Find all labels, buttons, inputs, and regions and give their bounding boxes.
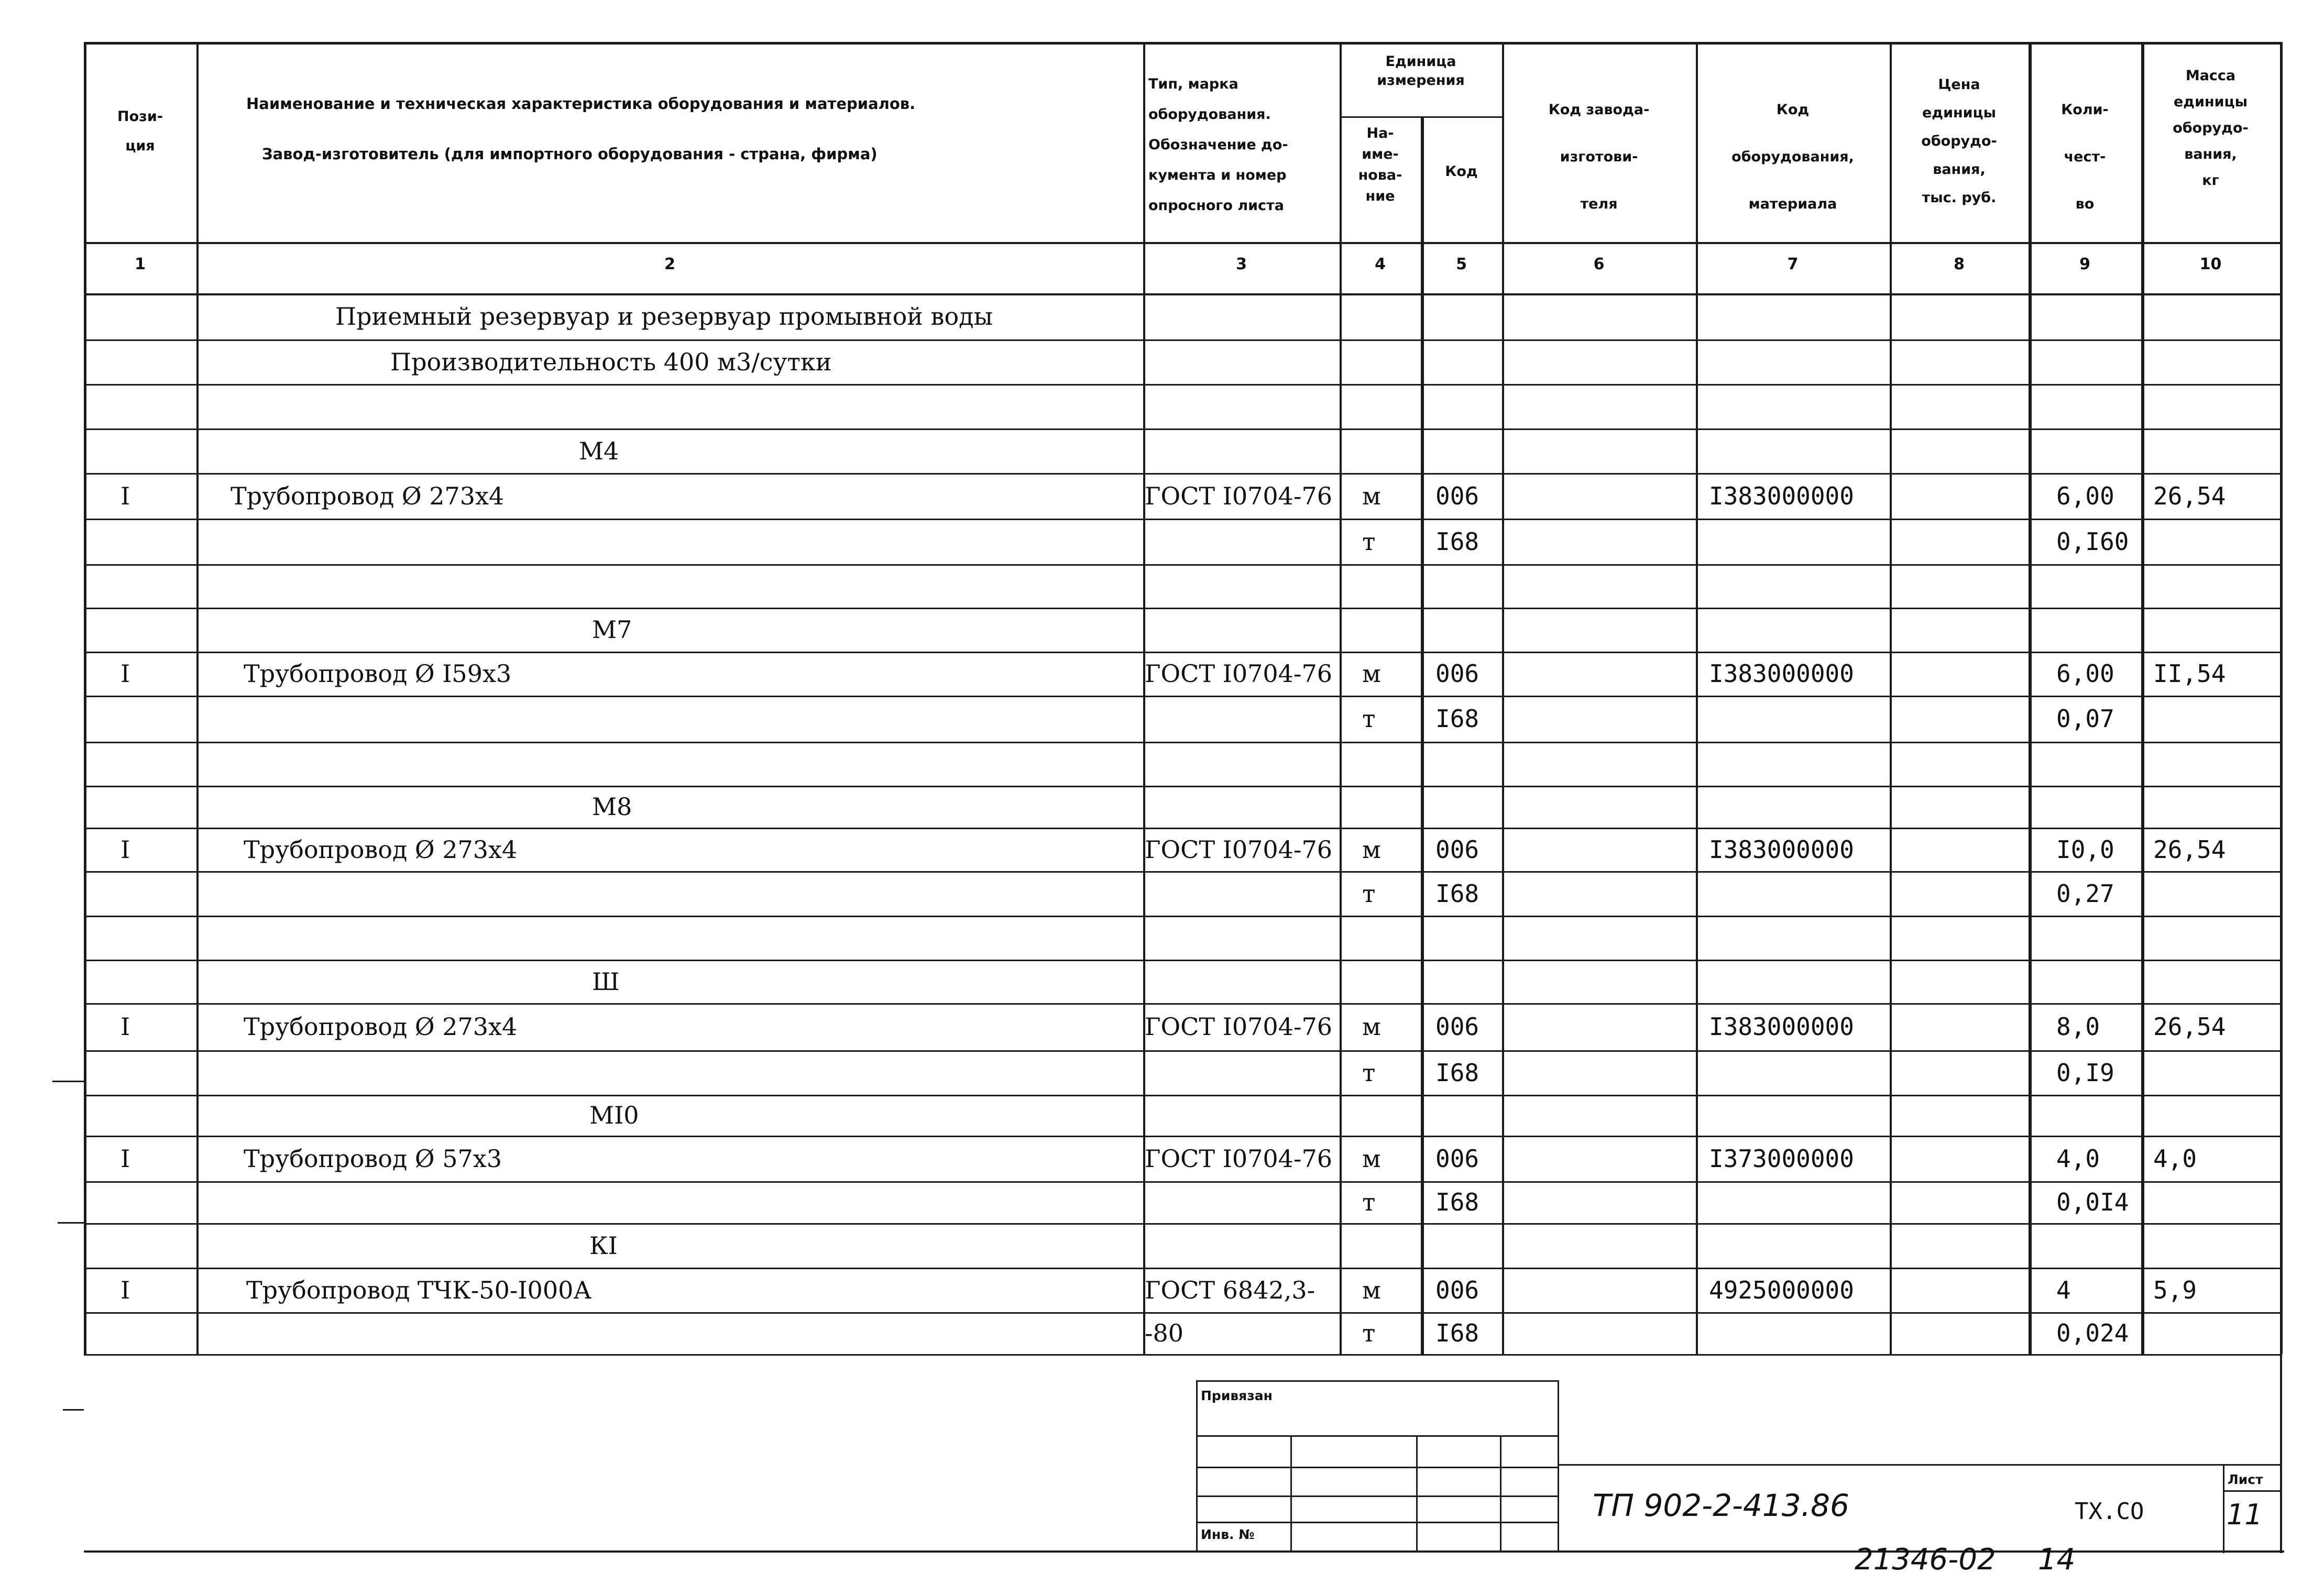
grid-line	[84, 519, 2280, 520]
grid-line	[84, 960, 2280, 961]
grid-line	[2223, 1464, 2224, 1553]
quantity-cell: 0,0I4	[2056, 1188, 2129, 1216]
grid-line	[196, 42, 199, 1354]
grid-line	[1500, 1435, 1501, 1550]
quantity-cell: 0,024	[2056, 1319, 2129, 1347]
position-cell: I	[120, 1013, 130, 1041]
unit-name-cell: м	[1362, 1013, 1381, 1041]
stamp-document-code: ТП 902-2-413.86	[1593, 1488, 1849, 1523]
unit-code-cell: I68	[1435, 1319, 1479, 1347]
header-position: Пози- ция	[117, 108, 163, 154]
position-cell: I	[120, 1276, 130, 1304]
unit-name-cell: т	[1362, 527, 1376, 556]
grid-line	[84, 1268, 2280, 1269]
unit-code-cell: 006	[1435, 1013, 1479, 1041]
col-number: 9	[2079, 255, 2090, 273]
unit-code-cell: I68	[1435, 879, 1479, 908]
grid-line	[84, 1003, 2280, 1005]
grid-line	[1196, 1522, 1558, 1523]
unit-name-cell: т	[1362, 879, 1376, 908]
unit-name-cell: м	[1362, 1145, 1381, 1173]
unit-code-cell: 006	[1435, 835, 1479, 864]
unit-code-cell: 006	[1435, 482, 1479, 510]
position-cell: I	[120, 482, 130, 510]
stamp-sheet-label: Лист	[2228, 1472, 2263, 1487]
grid-line	[84, 42, 86, 1354]
name-cell: М8	[592, 793, 632, 821]
material-code-cell: I383000000	[1709, 1013, 1854, 1041]
name-cell: Ш	[592, 967, 620, 996]
stamp-privyazan: Привязан	[1201, 1388, 1273, 1403]
unit-name-cell: т	[1362, 1059, 1376, 1087]
col-number: 5	[1456, 255, 1467, 273]
quantity-cell: 0,27	[2056, 879, 2114, 908]
grid-line	[2223, 1490, 2280, 1492]
archive-number: 21346-02	[1855, 1543, 1996, 1577]
unit-name-cell: м	[1362, 1276, 1381, 1304]
grid-line	[1421, 116, 1424, 1354]
header-unit-name: На- име- нова- ние	[1358, 125, 1402, 204]
name-cell: Трубопровод Ø 273х4	[244, 1013, 518, 1041]
grid-line	[84, 42, 2280, 45]
grid-line	[84, 1354, 2280, 1356]
grid-line	[52, 1081, 84, 1082]
col-number: 2	[664, 255, 675, 273]
mass-cell: 26,54	[2153, 835, 2226, 864]
grid-line	[84, 1136, 2280, 1137]
quantity-cell: I0,0	[2056, 835, 2114, 864]
grid-line	[1890, 42, 1892, 1354]
col-number: 10	[2199, 255, 2222, 273]
name-cell: КI	[589, 1231, 618, 1260]
grid-line	[2280, 42, 2283, 1354]
unit-name-cell: т	[1362, 1319, 1376, 1347]
quantity-cell: 0,I9	[2056, 1059, 2114, 1087]
header-mass: Масса единицы оборудо- вания, кг	[2173, 68, 2249, 189]
grid-line	[84, 871, 2280, 873]
name-cell: М4	[579, 437, 619, 465]
mass-cell: 26,54	[2153, 1013, 2226, 1041]
unit-name-cell: м	[1362, 659, 1381, 688]
grid-line	[1290, 1435, 1292, 1550]
quantity-cell: 8,0	[2056, 1013, 2100, 1041]
unit-code-cell: 006	[1435, 659, 1479, 688]
grid-line	[1196, 1467, 1558, 1468]
grid-line	[84, 786, 2280, 787]
unit-name-cell: т	[1362, 1188, 1376, 1216]
grid-line	[1196, 1495, 1558, 1497]
stamp-inventory-number: Инв. №	[1201, 1527, 1255, 1542]
grid-line	[84, 1181, 2280, 1183]
header-doc: Тип, марка оборудования. Обозначение до- кумента и номер опросного листа	[1148, 76, 1288, 214]
col-number: 3	[1236, 255, 1247, 273]
grid-line	[1416, 1435, 1418, 1550]
material-code-cell: 4925000000	[1709, 1276, 1854, 1304]
col-number: 1	[135, 255, 146, 273]
header-unit-group: Единица измерения	[1377, 53, 1465, 89]
material-code-cell: I383000000	[1709, 659, 1854, 688]
header-name-line1: Наименование и техническая характеристика оборудования и материалов.	[246, 95, 916, 113]
stamp-section-code: ТХ.СО	[2075, 1498, 2144, 1525]
position-cell: I	[120, 835, 130, 864]
unit-code-cell: I68	[1435, 1059, 1479, 1087]
header-quantity: Коли- чест- во	[2061, 102, 2109, 212]
unit-name-cell: м	[1362, 482, 1381, 510]
grid-line	[2280, 1354, 2282, 1553]
quantity-cell: 0,07	[2056, 705, 2114, 733]
header-name-line2: Завод-изготовитель (для импортного оборудования - страна, фирма)	[262, 145, 878, 163]
name-cell: Трубопровод Ø 273х4	[244, 835, 518, 864]
unit-name-cell: м	[1362, 835, 1381, 864]
quantity-cell: 6,00	[2056, 659, 2114, 688]
page-number: 14	[2038, 1543, 2076, 1577]
header-material-code: Код оборудования, материала	[1731, 102, 1854, 212]
name-cell: Трубопровод ТЧК-50-I000А	[246, 1276, 592, 1304]
grid-line	[84, 828, 2280, 829]
grid-line	[84, 916, 2280, 917]
col-number: 6	[1593, 255, 1605, 273]
name-cell: М7	[592, 615, 632, 644]
quantity-cell: 4	[2056, 1276, 2071, 1304]
quantity-cell: 4,0	[2056, 1145, 2100, 1173]
name-cell: Приемный резервуар и резервуар промывной воды	[335, 302, 993, 331]
grid-line	[1340, 42, 1342, 1354]
grid-line	[84, 1223, 2280, 1225]
grid-line	[84, 608, 2280, 609]
position-cell: I	[120, 1145, 130, 1173]
grid-line	[84, 1095, 2280, 1096]
mass-cell: 26,54	[2153, 482, 2226, 510]
material-code-cell: I373000000	[1709, 1145, 1854, 1173]
name-cell: МI0	[589, 1101, 639, 1129]
grid-line	[84, 473, 2280, 475]
position-cell: I	[120, 659, 130, 688]
material-code-cell: I383000000	[1709, 835, 1854, 864]
doc-cell: ГОСТ I0704-76	[1145, 1145, 1332, 1173]
name-cell: Трубопровод Ø 57х3	[244, 1145, 502, 1173]
grid-line	[1558, 1464, 2280, 1466]
grid-line	[63, 1409, 84, 1411]
doc-cell: ГОСТ I0704-76	[1145, 1013, 1332, 1041]
doc-cell: ГОСТ I0704-76	[1145, 482, 1332, 510]
grid-line	[84, 339, 2280, 341]
grid-line	[84, 242, 2280, 244]
header-unit-code: Код	[1445, 163, 1478, 180]
material-code-cell: I383000000	[1709, 482, 1854, 510]
name-cell: Трубопровод Ø 273х4	[231, 482, 505, 510]
quantity-cell: 0,I60	[2056, 527, 2129, 556]
mass-cell: 4,0	[2153, 1145, 2197, 1173]
name-cell: Трубопровод Ø I59х3	[244, 659, 512, 688]
doc-cell: ГОСТ I0704-76	[1145, 835, 1332, 864]
doc-cell: -80	[1145, 1319, 1184, 1347]
header-price: Цена единицы оборудо- вания, тыс. руб.	[1921, 76, 1997, 206]
col-number: 8	[1954, 255, 1965, 273]
grid-line	[2141, 42, 2144, 1354]
col-number: 4	[1375, 255, 1386, 273]
unit-code-cell: 006	[1435, 1276, 1479, 1304]
grid-line	[84, 696, 2280, 697]
doc-cell: ГОСТ 6842,3-	[1145, 1276, 1316, 1304]
doc-cell: ГОСТ I0704-76	[1145, 659, 1332, 688]
unit-code-cell: 006	[1435, 1145, 1479, 1173]
stamp-sheet-number: 11	[2227, 1498, 2263, 1531]
quantity-cell: 6,00	[2056, 482, 2114, 510]
grid-line	[1696, 42, 1698, 1354]
name-cell: Производительность 400 м3/сутки	[390, 348, 832, 376]
col-number: 7	[1787, 255, 1799, 273]
grid-line	[84, 293, 2280, 295]
grid-line	[1196, 1380, 1198, 1550]
grid-line	[84, 384, 2280, 386]
grid-line	[84, 742, 2280, 743]
unit-code-cell: I68	[1435, 705, 1479, 733]
grid-line	[1196, 1380, 1558, 1382]
mass-cell: 5,9	[2153, 1276, 2197, 1304]
grid-line	[84, 1050, 2280, 1052]
unit-name-cell: т	[1362, 705, 1376, 733]
unit-code-cell: I68	[1435, 527, 1479, 556]
grid-line	[84, 652, 2280, 653]
grid-line	[84, 428, 2280, 430]
header-factory-code: Код завода- изготови- теля	[1548, 102, 1650, 212]
grid-line	[84, 564, 2280, 566]
grid-line	[1502, 42, 1504, 1354]
mass-cell: II,54	[2153, 659, 2226, 688]
grid-line	[84, 1312, 2280, 1314]
grid-line	[1196, 1435, 1558, 1437]
grid-line	[58, 1222, 84, 1224]
unit-code-cell: I68	[1435, 1188, 1479, 1216]
grid-line	[2029, 42, 2032, 1354]
